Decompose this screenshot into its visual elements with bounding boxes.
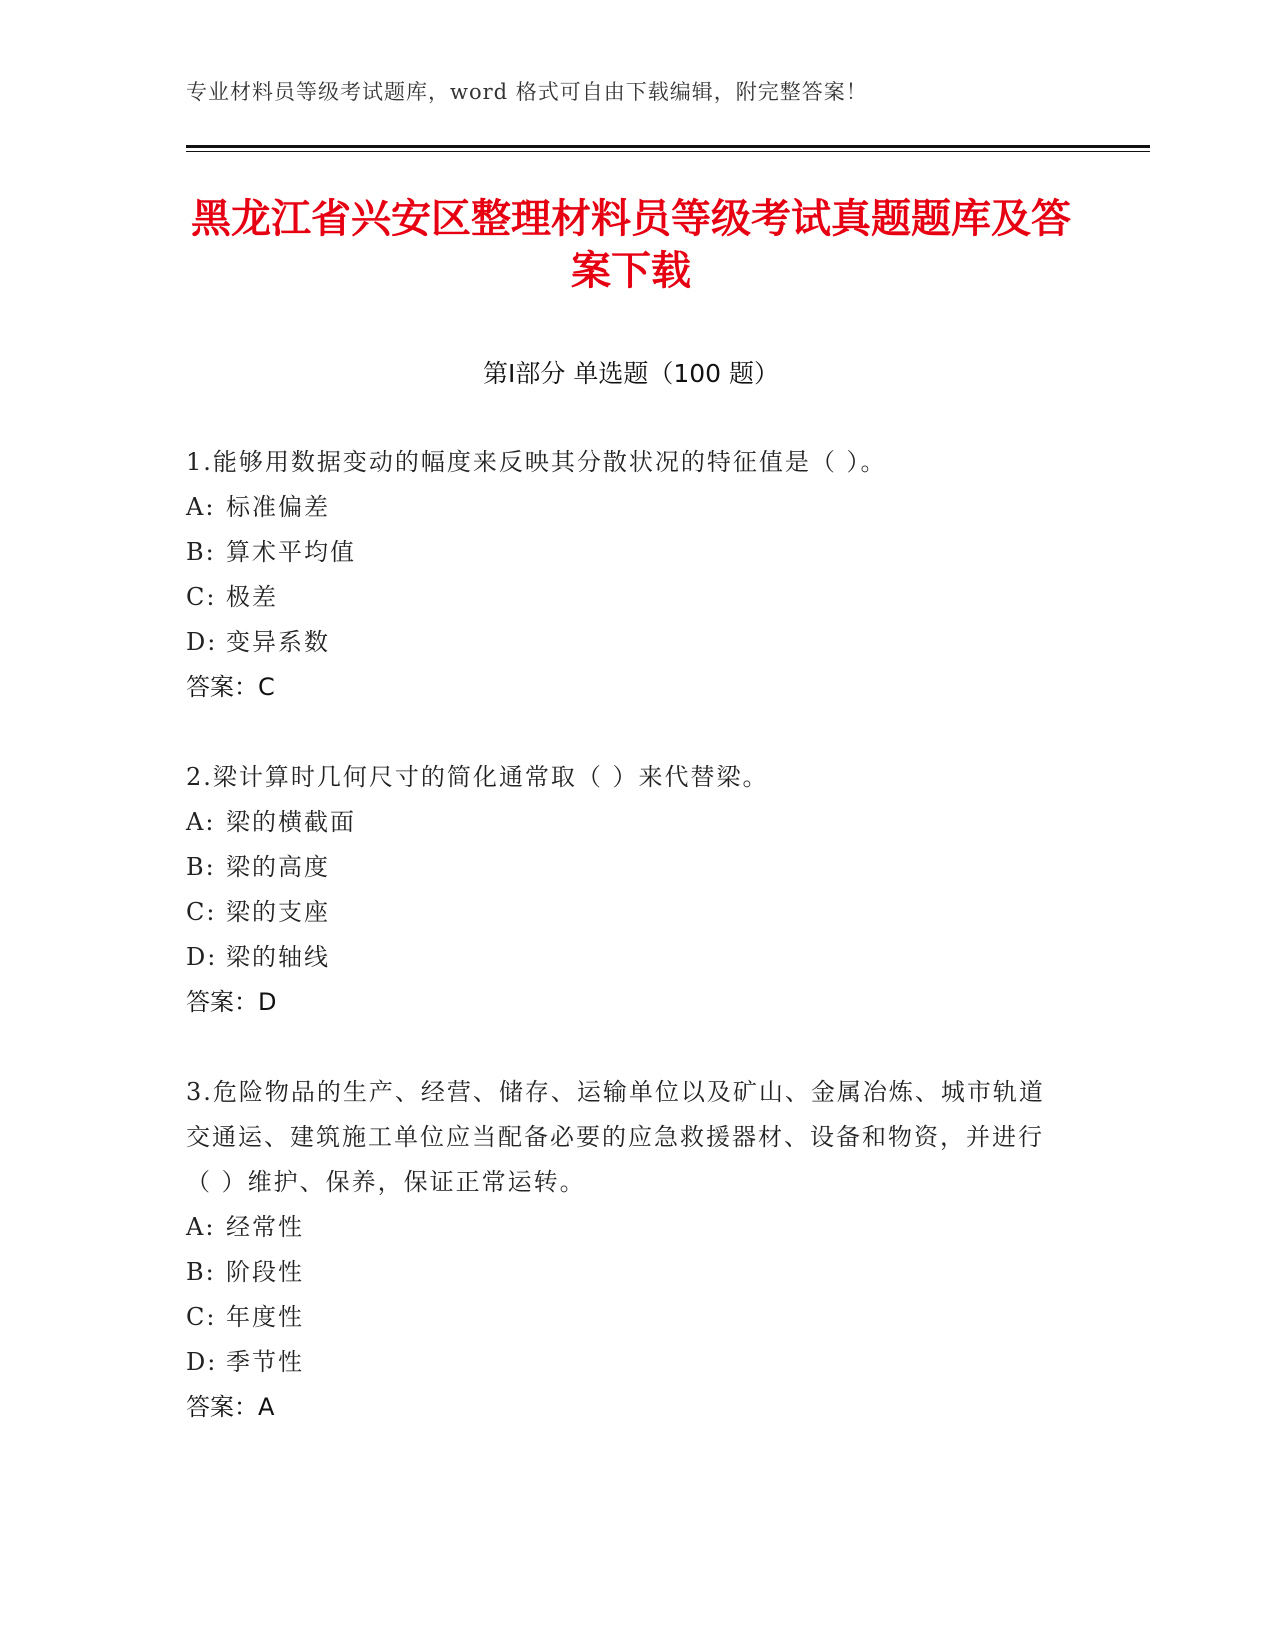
option-d — [186, 620, 1066, 665]
option-c — [186, 890, 1066, 935]
option-letter: D: — [186, 628, 218, 656]
question-stem: 3.危险物品的生产、经营、储存、运输单位以及矿山、金属冶炼、城市轨道交通运、建筑施工单位应当配备必要的应急救援器材、设备和物资，并进行（ ）维护、保养，保证正常运转。 — [186, 1078, 1045, 1196]
header-note: 专业材料员等级考试题库，word 格式可自由下载编辑，附完整答案！ — [186, 80, 868, 104]
question-1 — [186, 440, 1066, 710]
option-b — [186, 845, 1066, 890]
option-text: 梁的高度 — [226, 853, 330, 881]
option-d — [186, 1340, 1066, 1385]
option-letter: D: — [186, 1348, 218, 1376]
option-letter: A: — [186, 1213, 216, 1241]
option-text: 阶段性 — [226, 1258, 304, 1286]
option-text: 梁的支座 — [226, 898, 330, 926]
option-letter: B: — [186, 853, 216, 881]
question-3 — [186, 1070, 1066, 1430]
option-b — [186, 530, 1066, 575]
option-text: 标准偏差 — [226, 493, 330, 521]
option-letter: C: — [186, 583, 217, 611]
option-text: 经常性 — [226, 1213, 304, 1241]
option-letter: A: — [186, 493, 216, 521]
option-d — [186, 935, 1066, 980]
header-divider-thin — [186, 151, 1150, 152]
option-text: 梁的横截面 — [226, 808, 356, 836]
option-b — [186, 1250, 1066, 1295]
option-a — [186, 485, 1066, 530]
option-text: 变异系数 — [226, 628, 330, 656]
header-divider-thick — [186, 145, 1150, 148]
section-heading: 第Ⅰ部分 单选题（100 题） — [483, 359, 779, 388]
answer-line: 答案：A — [186, 1393, 275, 1421]
option-text: 梁的轴线 — [226, 943, 330, 971]
option-text: 极差 — [226, 583, 278, 611]
question-stem: 1.能够用数据变动的幅度来反映其分散状况的特征值是（ ）。 — [186, 448, 887, 476]
option-letter: C: — [186, 898, 217, 926]
option-a — [186, 800, 1066, 845]
option-text: 季节性 — [226, 1348, 304, 1376]
option-letter: B: — [186, 538, 216, 566]
question-stem: 2.梁计算时几何尺寸的简化通常取（ ）来代替梁。 — [186, 763, 769, 791]
document-title: 黑龙江省兴安区整理材料员等级考试真题题库及答案下载 — [191, 196, 1071, 294]
option-letter: B: — [186, 1258, 216, 1286]
question-2 — [186, 755, 1066, 1025]
option-c — [186, 1295, 1066, 1340]
option-letter: C: — [186, 1303, 217, 1331]
option-c — [186, 575, 1066, 620]
answer-line: 答案：C — [186, 673, 275, 701]
option-text: 年度性 — [226, 1303, 304, 1331]
option-text: 算术平均值 — [226, 538, 356, 566]
option-letter: A: — [186, 808, 216, 836]
option-a — [186, 1205, 1066, 1250]
option-letter: D: — [186, 943, 218, 971]
answer-line: 答案：D — [186, 988, 277, 1016]
